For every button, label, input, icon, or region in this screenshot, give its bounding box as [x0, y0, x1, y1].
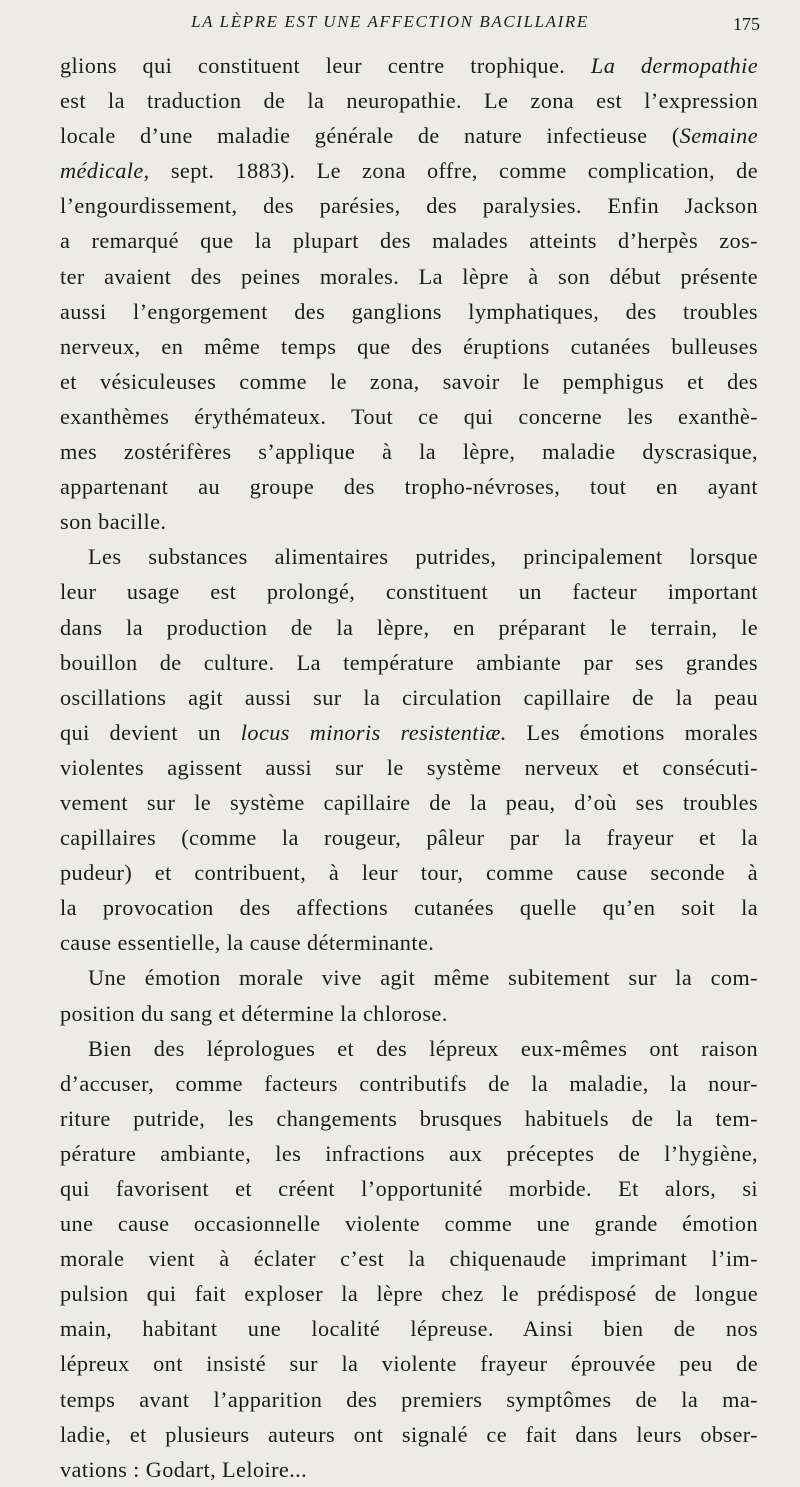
paragraph [60, 48, 758, 539]
text-run: nerveux, en même temps que des éruptions cutanées bulleuses [60, 333, 758, 359]
text-run: mes zostérifères s’applique à la lèpre, maladie dyscrasique, [60, 439, 758, 465]
text-run: d’accuser, comme facteurs contributifs de la maladie, la nour- [60, 1070, 758, 1096]
text-run: Une émotion morale vive agit même subitement sur la com- [88, 965, 758, 991]
text-line [60, 1101, 758, 1136]
text-run: Les émotions morales [506, 719, 759, 745]
text-line [60, 1031, 758, 1066]
text-line [60, 610, 758, 645]
text-run: exanthèmes érythémateux. Tout ce qui concerne les exanthè- [60, 403, 758, 429]
text-run: est la traduction de la neuropathie. Le zona est l’expression [60, 88, 758, 114]
text-line [60, 750, 758, 785]
text-line [60, 118, 758, 153]
text-line [60, 329, 758, 364]
text-line [60, 153, 758, 188]
text-line [60, 1206, 758, 1241]
text-run: pérature ambiante, les infractions aux préceptes de l’hygiène, [60, 1140, 758, 1166]
text-run: a remarqué que la plupart des malades atteints d’herpès zos- [60, 228, 758, 254]
text-line [60, 1382, 758, 1417]
text-run: bouillon de culture. La température ambiante par ses grandes [60, 649, 758, 675]
italic-text: médicale, [60, 158, 150, 184]
paragraph [60, 960, 758, 1030]
text-run: et vésiculeuses comme le zona, savoir le pemphigus et des [60, 368, 758, 394]
italic-text: La dermopathie [590, 53, 758, 78]
text-line [60, 1241, 758, 1276]
italic-text: Semaine [679, 123, 758, 149]
text-run: glions qui constituent leur centre trophique. [60, 53, 591, 78]
text-run: dans la production de la lèpre, en préparant le terrain, le [60, 614, 758, 640]
text-run: leur usage est prolongé, constituent un facteur important [60, 579, 758, 605]
text-run: ladie, et plusieurs auteurs ont signalé ce fait dans leurs obser- [60, 1421, 758, 1447]
text-line [60, 925, 758, 960]
text-line [60, 574, 758, 609]
text-run: position du sang et détermine la chlorose. [60, 1000, 448, 1026]
text-line [60, 680, 758, 715]
text-line [60, 1452, 758, 1487]
text-run: pudeur) et contribuent, à leur tour, comme cause seconde à [60, 860, 758, 886]
text-line [60, 715, 758, 750]
text-run: main, habitant une localité lépreuse. Ainsi bien de nos [60, 1316, 758, 1342]
text-line [60, 1276, 758, 1311]
text-run: l’engourdissement, des parésies, des paralysies. Enfin Jackson [60, 193, 758, 219]
text-line [60, 294, 758, 329]
text-run: une cause occasionnelle violente comme une grande émotion [60, 1211, 758, 1237]
text-line [60, 223, 758, 258]
text-run: sept. 1883). Le zona offre, comme complication, de [149, 158, 758, 184]
text-run: qui devient un [60, 719, 241, 745]
text-run: qui favorisent et créent l’opportunité morbide. Et alors, si [60, 1176, 758, 1201]
text-line [60, 48, 758, 83]
text-run: appartenant au groupe des tropho-névroses, tout en ayant [60, 474, 758, 500]
text-run: morale vient à éclater c’est la chiquenaude imprimant l’im- [60, 1246, 758, 1272]
text-run: cause essentielle, la cause déterminante. [60, 930, 435, 956]
text-run: pulsion qui fait exploser la lèpre chez le prédisposé de longue [60, 1281, 758, 1307]
text-line [60, 364, 758, 399]
text-line [60, 960, 758, 995]
text-line [60, 539, 758, 574]
text-run: Bien des léprologues et des lépreux eux-mêmes ont raison [88, 1035, 758, 1061]
text-line [60, 1311, 758, 1346]
text-run: la provocation des affections cutanées quelle qu’en soit la [60, 895, 758, 921]
text-run: riture putride, les changements brusques habituels de la tem- [60, 1105, 758, 1131]
running-title: LA LÈPRE EST UNE AFFECTION BACILLAIRE [191, 12, 589, 31]
text-line [60, 434, 758, 469]
text-line [60, 1346, 758, 1381]
text-run: vations : Godart, Leloire... [60, 1456, 308, 1482]
text-line [60, 1171, 758, 1206]
text-line [60, 504, 758, 539]
text-run: oscillations agit aussi sur la circulation capillaire de la peau [60, 684, 758, 710]
text-line [60, 855, 758, 890]
text-run: vement sur le système capillaire de la peau, d’où ses troubles [60, 789, 758, 815]
text-run: temps avant l’apparition des premiers symptômes de la ma- [60, 1386, 758, 1412]
text-run: aussi l’engorgement des ganglions lymphatiques, des troubles [60, 298, 758, 324]
text-run: ter avaient des peines morales. La lèpre à son début présente [60, 263, 758, 289]
text-run: son bacille. [60, 509, 167, 535]
text-line [60, 399, 758, 434]
text-line [60, 1136, 758, 1171]
text-line [60, 1417, 758, 1452]
italic-text: locus minoris resistentiæ. [240, 719, 507, 745]
page-number: 175 [733, 14, 760, 34]
text-line [60, 785, 758, 820]
text-run: capillaires (comme la rougeur, pâleur par la frayeur et la [60, 825, 758, 851]
text-body [60, 48, 758, 1487]
text-line [60, 996, 758, 1031]
paragraph [60, 1031, 758, 1487]
text-line [60, 820, 758, 855]
text-line [60, 890, 758, 925]
text-line [60, 645, 758, 680]
text-line [60, 188, 758, 223]
text-run: lépreux ont insisté sur la violente frayeur éprouvée peu de [60, 1351, 758, 1377]
text-line [60, 259, 758, 294]
text-line [60, 1066, 758, 1101]
text-run: locale d’une maladie générale de nature infectieuse ( [60, 123, 680, 149]
paragraph [60, 539, 758, 960]
text-run: Les substances alimentaires putrides, principalement lorsque [88, 544, 758, 570]
text-line [60, 469, 758, 504]
running-head [60, 6, 760, 36]
text-run: violentes agissent aussi sur le système nerveux et consécuti- [60, 754, 758, 780]
text-line [60, 83, 758, 118]
